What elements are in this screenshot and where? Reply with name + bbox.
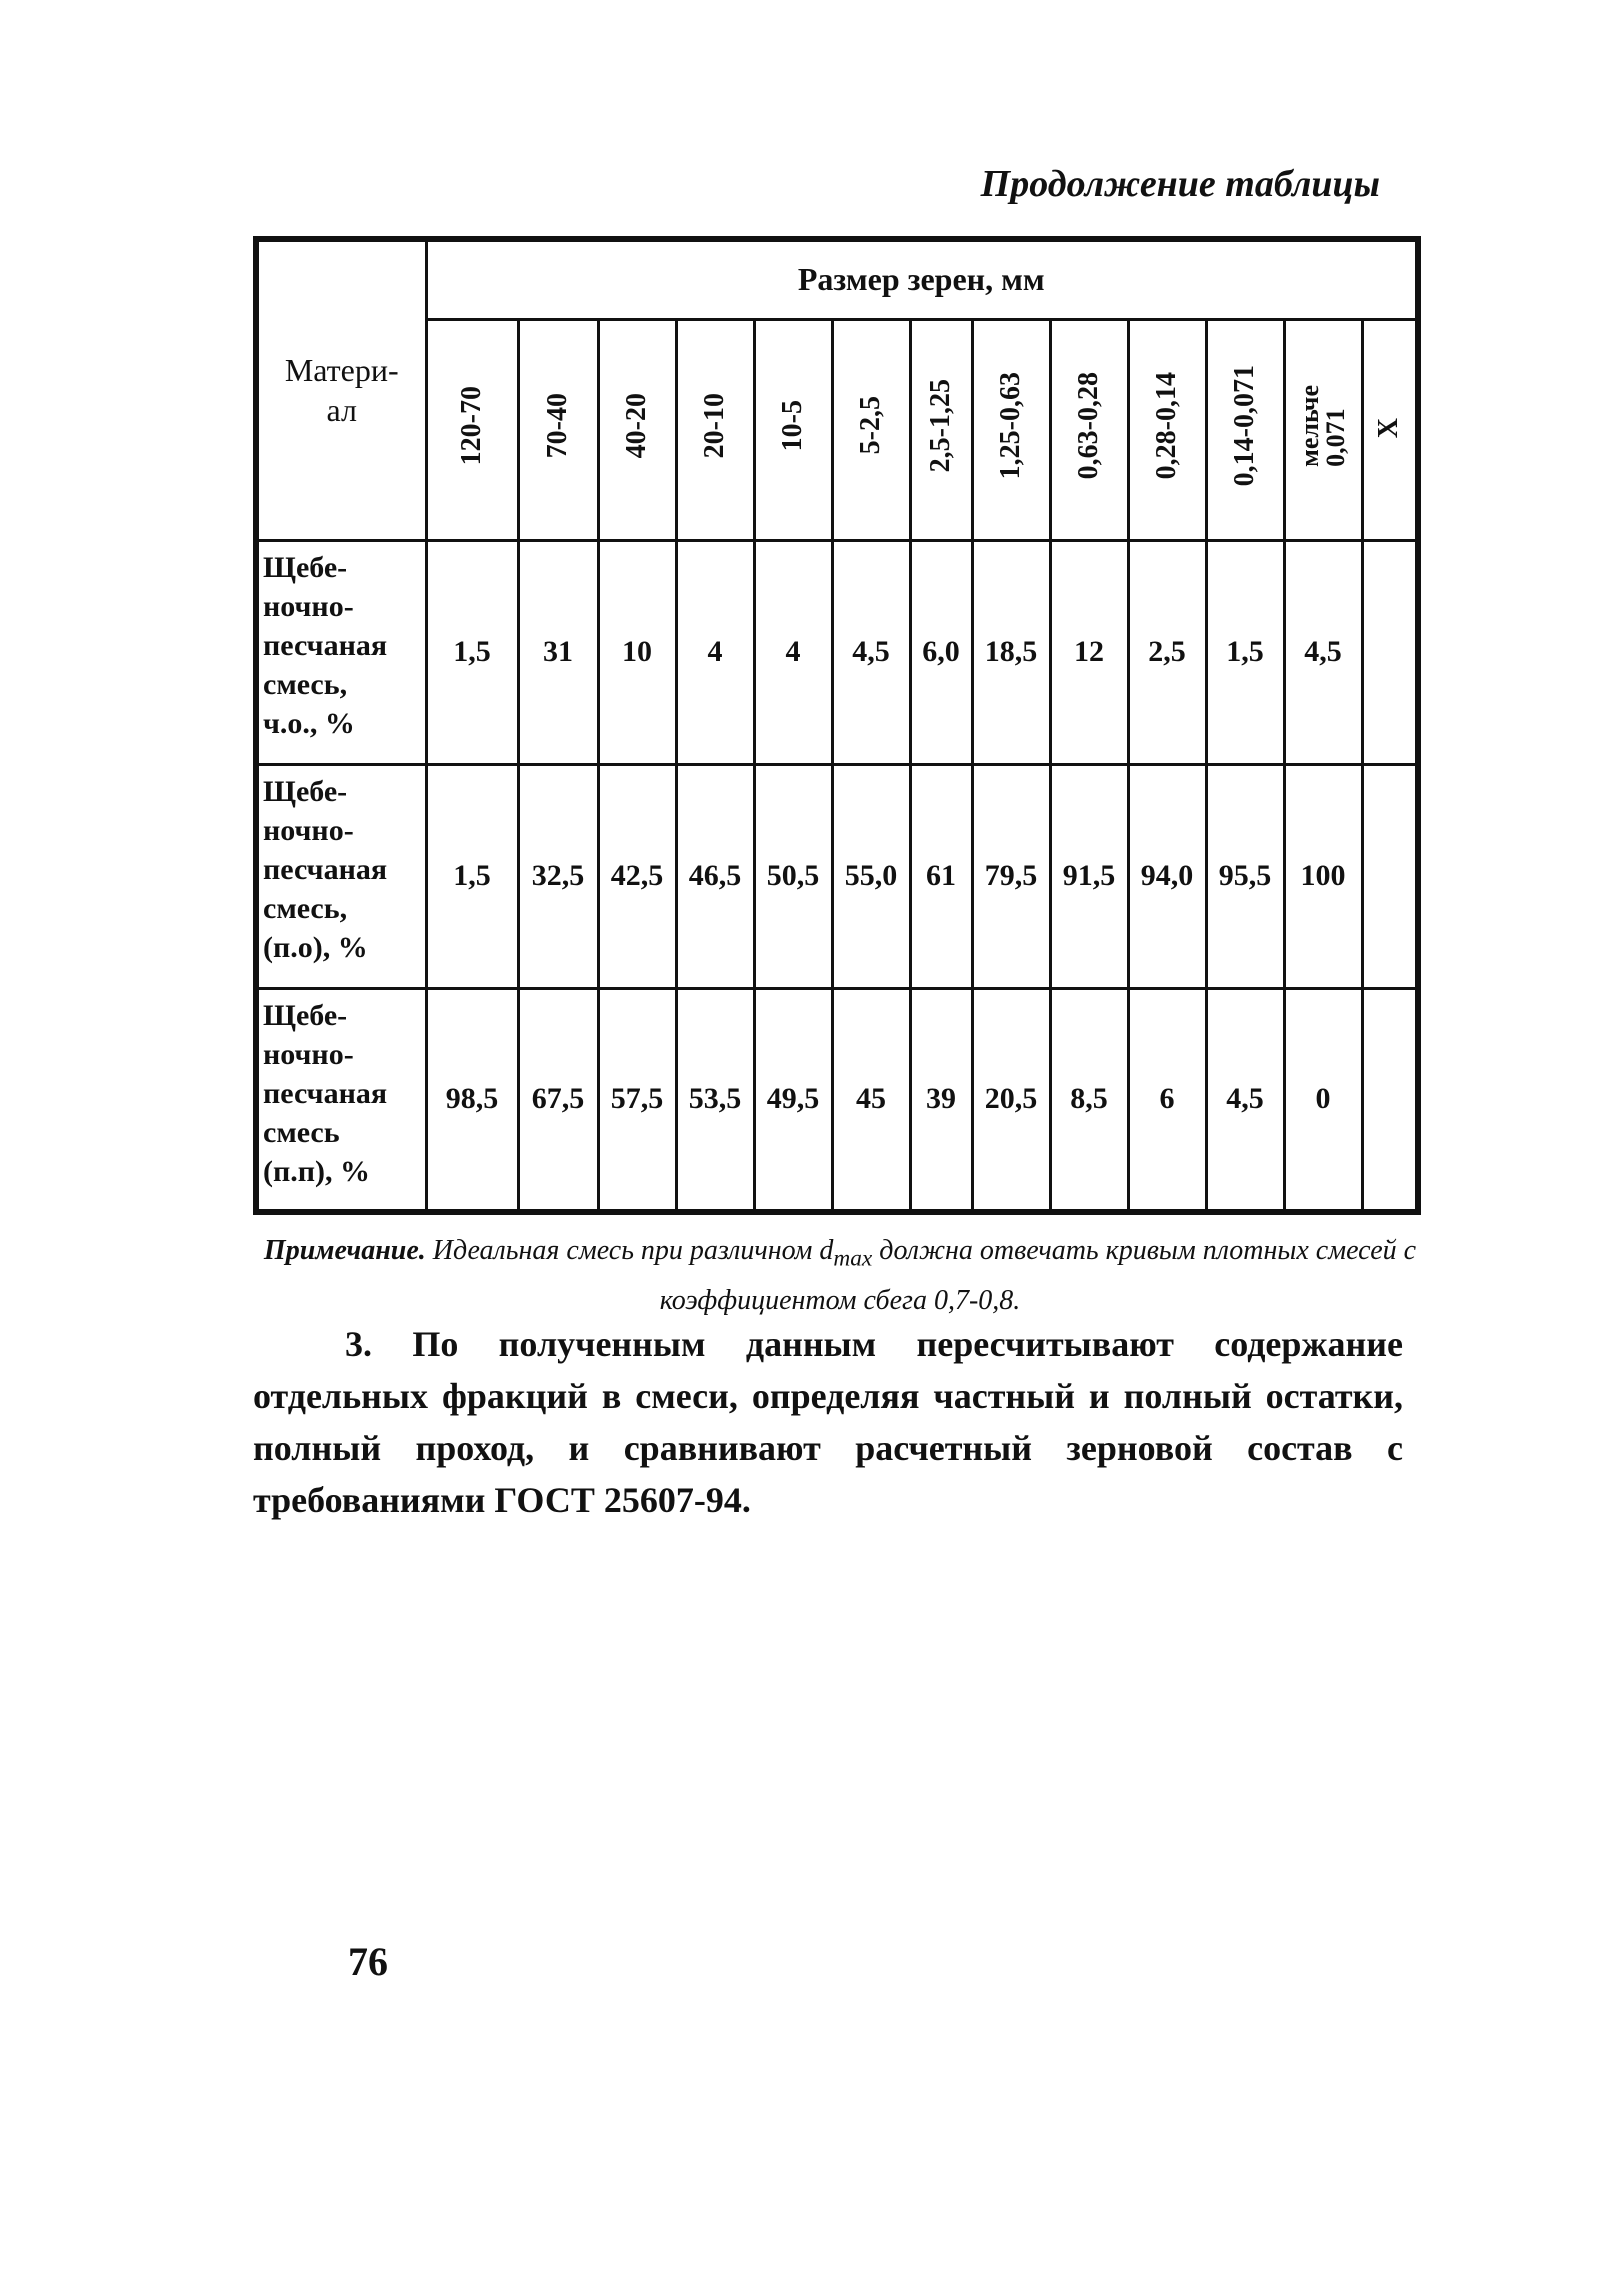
size-column-label: 1,25-0,63 bbox=[995, 371, 1026, 480]
size-column-label: 5-2,5 bbox=[855, 396, 886, 455]
table-cell: 50,5 bbox=[754, 764, 832, 988]
table-cell: 1,5 bbox=[1206, 540, 1284, 764]
table-cell: 45 bbox=[832, 988, 910, 1212]
grain-size-group-header: Размер зерен, мм bbox=[426, 239, 1418, 319]
size-column-header bbox=[598, 319, 676, 540]
size-column-header bbox=[1050, 319, 1128, 540]
size-column-header bbox=[518, 319, 598, 540]
page-number: 76 bbox=[348, 1939, 388, 1984]
size-column-header bbox=[972, 319, 1050, 540]
size-column-header bbox=[676, 319, 754, 540]
size-column-label: 40-20 bbox=[621, 392, 652, 459]
size-column-label: 2,5-1,25 bbox=[925, 378, 956, 473]
table-cell: 67,5 bbox=[518, 988, 598, 1212]
size-column-label: 10-5 bbox=[777, 399, 808, 452]
table-cell: 55,0 bbox=[832, 764, 910, 988]
table-cell bbox=[1362, 540, 1418, 764]
size-column-label: 20-10 bbox=[699, 392, 730, 459]
size-column-header bbox=[426, 319, 518, 540]
size-column-label: 120-70 bbox=[456, 385, 487, 466]
table-cell: 1,5 bbox=[426, 764, 518, 988]
table-cell: 32,5 bbox=[518, 764, 598, 988]
row-label: Щебе- ночно- песчаная смесь (п.п), % bbox=[256, 988, 426, 1212]
size-column-header bbox=[754, 319, 832, 540]
body-paragraph bbox=[253, 1318, 1403, 1526]
table-cell: 57,5 bbox=[598, 988, 676, 1212]
size-column-header bbox=[832, 319, 910, 540]
table-cell: 6 bbox=[1128, 988, 1206, 1212]
table-cell: 79,5 bbox=[972, 764, 1050, 988]
size-column-header bbox=[1128, 319, 1206, 540]
table-cell: 2,5 bbox=[1128, 540, 1206, 764]
table-cell: 4 bbox=[676, 540, 754, 764]
table-cell: 4 bbox=[754, 540, 832, 764]
table-cell: 10 bbox=[598, 540, 676, 764]
size-column-label: Х bbox=[1373, 418, 1405, 439]
table-cell: 4,5 bbox=[1284, 540, 1362, 764]
table-cell: 42,5 bbox=[598, 764, 676, 988]
table-cell: 12 bbox=[1050, 540, 1128, 764]
table-cell bbox=[1362, 988, 1418, 1212]
note-lead: Примечание. bbox=[263, 1235, 426, 1266]
size-column-label: мельче 0,071 bbox=[1295, 384, 1350, 467]
table-note bbox=[260, 1230, 1420, 1322]
paragraph-text: 3. По полученным данным пересчитывают содержание отдельных фракций в смеси, определяя частный и полный остатки, полный проход, и сравнивают расчетный зерновой состав с требованиями ГОСТ 25607-94. bbox=[253, 1324, 1403, 1520]
size-column-header bbox=[1284, 319, 1362, 540]
table-cell: 39 bbox=[910, 988, 972, 1212]
note-subscript: max bbox=[833, 1245, 873, 1272]
continuation-caption: Продолжение таблицы bbox=[980, 163, 1380, 205]
note-text-after: должна отвечать кривым плотных смесей с коэффициентом сбега 0,7-0,8. bbox=[659, 1235, 1417, 1316]
table-cell: 1,5 bbox=[426, 540, 518, 764]
table-cell: 4,5 bbox=[1206, 988, 1284, 1212]
table-cell: 46,5 bbox=[676, 764, 754, 988]
note-text-before: Идеальная смесь при различном d bbox=[425, 1235, 834, 1266]
table-cell: 94,0 bbox=[1128, 764, 1206, 988]
table-cell: 95,5 bbox=[1206, 764, 1284, 988]
size-column-header bbox=[1206, 319, 1284, 540]
size-column-label: 0,63-0,28 bbox=[1073, 371, 1104, 480]
table-cell: 61 bbox=[910, 764, 972, 988]
row-label: Щебе- ночно- песчаная смесь, ч.о., % bbox=[256, 540, 426, 764]
table-row bbox=[256, 764, 1418, 988]
size-column-label: 70-40 bbox=[542, 392, 573, 459]
table-cell: 0 bbox=[1284, 988, 1362, 1212]
size-column-label: 0,14-0,071 bbox=[1229, 364, 1260, 487]
table-cell: 49,5 bbox=[754, 988, 832, 1212]
table-cell bbox=[1362, 764, 1418, 988]
table-cell: 98,5 bbox=[426, 988, 518, 1212]
size-column-label: 0,28-0,14 bbox=[1151, 371, 1182, 480]
row-label: Щебе- ночно- песчаная смесь, (п.о), % bbox=[256, 764, 426, 988]
material-header: Матери- ал bbox=[256, 239, 426, 540]
table-cell: 8,5 bbox=[1050, 988, 1128, 1212]
table-cell: 100 bbox=[1284, 764, 1362, 988]
table-cell: 31 bbox=[518, 540, 598, 764]
table-cell: 6,0 bbox=[910, 540, 972, 764]
table-row bbox=[256, 988, 1418, 1212]
table-cell: 53,5 bbox=[676, 988, 754, 1212]
size-column-header bbox=[1362, 319, 1418, 540]
table-cell: 18,5 bbox=[972, 540, 1050, 764]
table-cell: 4,5 bbox=[832, 540, 910, 764]
grain-size-table bbox=[253, 236, 1421, 1215]
size-column-header bbox=[910, 319, 972, 540]
table-row bbox=[256, 540, 1418, 764]
table-cell: 20,5 bbox=[972, 988, 1050, 1212]
table-cell: 91,5 bbox=[1050, 764, 1128, 988]
